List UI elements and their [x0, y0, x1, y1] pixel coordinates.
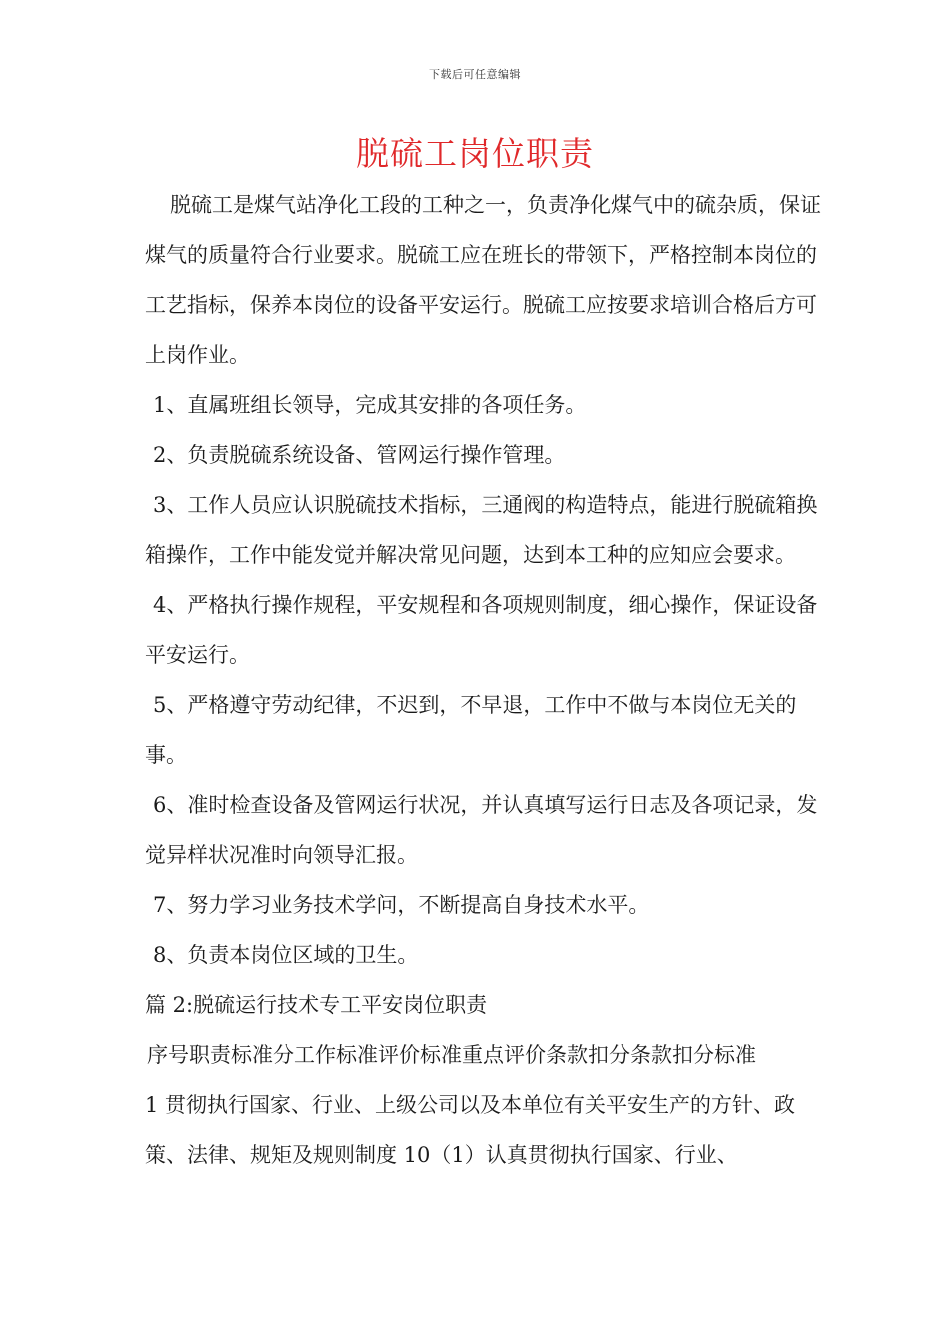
duty-item-6: 6、准时检查设备及管网运行状况，并认真填写运行日志及各项记录，发觉异样状况准时向领导汇报。 — [145, 793, 818, 867]
duty-item-7: 7、努力学习业务技术学问，不断提高自身技术水平。 — [153, 893, 650, 917]
table-row-1-text: 1 贯彻执行国家、行业、上级公司以及本单位有关平安生产的方针、政策、法律、规矩及规则制度 10（1）认真贯彻执行国家、行业、 — [145, 1093, 796, 1167]
document-body — [145, 180, 825, 1180]
section-heading: 篇 2:脱硫运行技术专工平安岗位职责 — [145, 993, 488, 1017]
duty-item-3: 3、工作人员应认识脱硫技术指标，三通阀的构造特点，能进行脱硫箱换箱操作，工作中能发觉并解决常见问题，达到本工种的应知应会要求。 — [145, 493, 818, 567]
duty-item-8: 8、负责本岗位区域的卫生。 — [153, 943, 419, 967]
duty-item-5: 5、严格遵守劳动纪律，不迟到，不早退，工作中不做与本岗位无关的事。 — [145, 693, 797, 767]
header-note: 下载后可任意编辑 — [429, 68, 521, 81]
document-title: 脱硫工岗位职责 — [356, 134, 594, 173]
table-header-line: 序号职责标准分工作标准评价标准重点评价条款扣分条款扣分标准 — [147, 1043, 756, 1067]
duty-item-2: 2、负责脱硫系统设备、管网运行操作管理。 — [153, 443, 566, 467]
intro-paragraph: 脱硫工是煤气站净化工段的工种之一，负责净化煤气中的硫杂质，保证煤气的质量符合行业要求。脱硫工应在班长的带领下，严格控制本岗位的工艺指标，保养本岗位的设备平安运行。脱硫工应按要求培训合格后方可上岗作业。 — [145, 193, 821, 367]
duty-item-1: 1、直属班组长领导，完成其安排的各项任务。 — [153, 393, 587, 417]
duty-item-4: 4、严格执行操作规程，平安规程和各项规则制度，细心操作，保证设备平安运行。 — [145, 593, 818, 667]
